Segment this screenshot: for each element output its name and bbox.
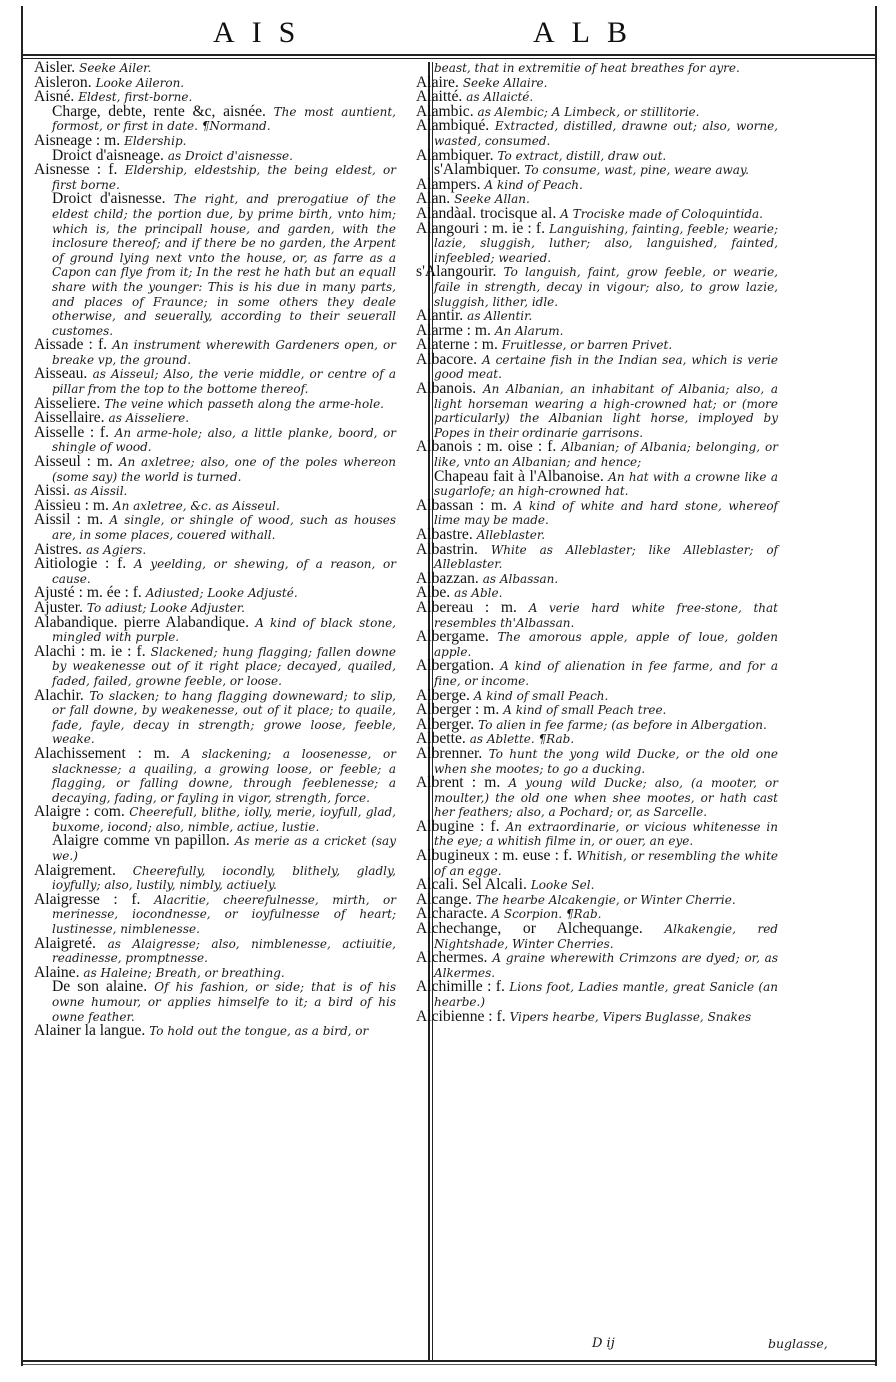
entry-definition: Seeke Allan. <box>454 192 530 207</box>
entry-headword: Alangouri : m. ie : f. <box>416 219 545 237</box>
entry-definition: The veine which passeth along the arme-hole. <box>104 396 384 411</box>
entry-definition: Alleblaster. <box>476 528 546 542</box>
entry-headword: De son alaine. <box>52 978 148 996</box>
entry-headword: Albette. <box>416 730 466 748</box>
entry-definition: The right, and prerogatiue of the eldest child; the portion due, by prime birth, vnto him; which is, the principall house, and garden, with the inclosure thereof; and if there be no garden, the Arpent of ground lying next vnto the house, or, as farre as a Capon can flye from it; In the rest he hath but an equall share with the younger: This is his due in many parts, and places of Fraunce; in some others they deale otherwise, and seuerally, according to their seuerall customes. <box>52 192 396 338</box>
entry-definition: An axletree; also, one of the poles whereon (some say) the world is turned. <box>52 455 396 484</box>
dictionary-entry <box>34 642 396 689</box>
dictionary-entry <box>34 557 396 586</box>
entry-definition: Slackened; hung flagging; fallen downe by weakenesse out of it right place; decayed, quailed, faded, failed, growne feeble, or loose. <box>52 644 396 688</box>
entry-headword: Albrent : m. <box>416 774 501 792</box>
entry-definition: A kind of small Peach. <box>473 688 609 703</box>
entry-headword: Chapeau fait à l'Albanoise. <box>434 467 604 485</box>
entry-headword: Albazzan. <box>416 569 479 587</box>
entry-headword: Alberger : m. <box>416 701 500 719</box>
dictionary-entry <box>34 744 396 805</box>
dictionary-entry <box>34 613 396 645</box>
entry-definition: An Albanian, an inhabitant of Albania; also, a light horseman wearing a high-crowned hat; or (more particularly) the Albanian light horse, imployed by Popes in their ordinarie garrisons. <box>434 382 778 440</box>
entry-definition: To languish, faint, grow feeble, or wearie, faile in strength, decay in vigour; also, to grow lazie, sluggish, lither, idle. <box>434 265 778 309</box>
entry-definition: as Aisseliere. <box>108 411 190 426</box>
entry-headword: Aissil : m. <box>34 511 104 529</box>
entry-headword: Alcibienne : f. <box>416 1007 506 1025</box>
dictionary-entry <box>416 440 778 469</box>
entry-definition: A kind of small Peach tree. <box>503 703 667 718</box>
dictionary-entry <box>416 630 778 659</box>
entry-definition: A kind of Peach. <box>484 177 583 192</box>
entry-definition: Looke Aileron. <box>95 75 185 90</box>
entry-definition: Languishing, fainting, feeble; wearie; lazie, sluggish, luther; also, languished, fainted, infeebled; wearied. <box>434 221 778 265</box>
entry-headword: Alainer la langue. <box>34 1022 146 1040</box>
entry-headword: Alaigreté. <box>34 934 96 952</box>
entry-headword: Alambiquer. <box>416 146 494 164</box>
entry-headword: Aissellaire. <box>34 409 105 427</box>
entry-definition: Adiusted; Looke Adjusté. <box>145 586 298 601</box>
entry-headword: Albugine : f. <box>416 817 500 835</box>
entry-headword: Alaitté. <box>416 88 463 106</box>
entry-headword: Aisseul : m. <box>34 453 113 471</box>
dictionary-entry <box>416 119 778 148</box>
dictionary-entry <box>34 192 396 338</box>
entry-headword: Alantir. <box>416 307 464 325</box>
entry-headword: Aisné. <box>34 88 75 106</box>
entry-definition: as Able. <box>454 586 503 601</box>
entry-headword: Alcange. <box>416 890 472 908</box>
entry-headword: Albe. <box>416 584 451 602</box>
footer-rule <box>23 1360 875 1362</box>
dictionary-entry <box>416 817 778 849</box>
dictionary-entry <box>34 934 396 966</box>
entry-headword: Aissi. <box>34 482 70 500</box>
dictionary-entry <box>416 219 778 266</box>
entry-headword: Alambiqué. <box>416 117 490 135</box>
left-column <box>34 61 396 1039</box>
entry-headword: Droict d'aisnesse. <box>52 190 166 208</box>
entry-headword: Albastre. <box>416 526 473 543</box>
entry-definition: To extract, distill, draw out. <box>497 148 667 163</box>
dictionary-entry <box>416 715 778 733</box>
entry-definition: Lions foot, Ladies mantle, great Sanicle (an hearbe.) <box>434 980 778 1009</box>
dictionary-entry <box>34 367 396 396</box>
dictionary-entry <box>34 163 396 192</box>
entry-headword: Charge, debte, rente &c, aisnée. <box>52 102 266 120</box>
dictionary-entry <box>416 598 778 630</box>
dictionary-entry <box>416 849 778 878</box>
entry-headword: Alberge. <box>416 686 470 704</box>
entry-definition: As merie as a cricket (say we.) <box>52 834 396 864</box>
entry-headword: Ajuster. <box>34 598 83 616</box>
running-header <box>23 6 875 54</box>
dictionary-entry <box>416 265 778 309</box>
entry-headword: Aisselle : f. <box>34 423 109 441</box>
entry-headword: Droict d'aisneage. <box>52 146 164 164</box>
entry-headword: Alchechange, or Alchequange. <box>416 920 643 938</box>
dictionary-entry <box>34 834 396 863</box>
dictionary-entry <box>34 423 396 455</box>
entry-headword: Aisleron. <box>34 73 92 91</box>
dictionary-entry <box>416 467 778 499</box>
entry-definition: A slackening; a loosenesse, or slacknesse; a quailing, a growing loose, or feeble; a flagging, or falling downe, through feeblenesse; a decaying, fading, or fayling in vigor, strength, force. <box>52 746 396 805</box>
dictionary-entry <box>34 1024 396 1039</box>
entry-definition: An axletree, &c. as Aisseul. <box>112 498 280 513</box>
entry-headword: Albereau : m. <box>416 598 517 616</box>
entry-headword: Alachir. <box>34 686 84 704</box>
entry-definition: Of his fashion, or side; that is of his owne humour, or applies himselfe to it; a bird of his owne feather. <box>52 980 396 1024</box>
entry-definition: The most auntient, formost, or first in date. ¶Normand. <box>52 104 396 134</box>
header-rule <box>23 54 875 56</box>
dictionary-entry <box>416 659 778 688</box>
entry-definition: A yeelding, or shewing, of a reason, or cause. <box>52 557 396 586</box>
entry-definition: Vipers hearbe, Vipers Buglasse, Snakes <box>509 1009 752 1024</box>
signature-mark: D ij <box>592 1336 615 1351</box>
entry-headword: s'Alangourir. <box>416 263 497 281</box>
entry-headword: Alcharacte. <box>416 905 488 923</box>
dictionary-entry <box>416 540 778 572</box>
entry-definition: as Alembic; A Limbeck, or stillitorie. <box>477 104 700 119</box>
entry-definition: White as Alleblaster; like Alleblaster; of Alleblaster. <box>434 542 778 572</box>
entry-definition: as Droict d'aisnesse. <box>167 148 293 163</box>
entry-headword: Alaigre : com. <box>34 803 125 821</box>
entry-headword: Ajusté : m. ée : f. <box>34 584 142 602</box>
entry-headword: Alambic. <box>416 102 474 120</box>
dictionary-entry <box>34 513 396 542</box>
entry-definition: Seeke Ailer. <box>79 61 152 75</box>
entry-headword: Alabandique. pierre Alabandique. <box>34 613 250 631</box>
entry-definition: Albanian; of Albania; belonging, or like, vnto an Albanian; and hence; <box>434 440 778 470</box>
dictionary-entry <box>416 175 778 193</box>
entry-headword: Alchimille : f. <box>416 978 505 996</box>
dictionary-entry <box>34 861 396 893</box>
dictionary-entry <box>34 455 396 484</box>
entry-headword: Aisnesse : f. <box>34 161 118 179</box>
dictionary-entry <box>416 951 778 980</box>
entry-definition: Looke Sel. <box>530 878 595 893</box>
entry-definition: as Aisseul; Also, the verie middle, or centre of a pillar from the top to the bottome thereof. <box>52 367 396 397</box>
entry-definition: A graine wherewith Crimzons are dyed; or, as Alkermes. <box>434 951 778 980</box>
entry-headword: Alaigre comme vn papillon. <box>52 832 230 850</box>
entry-definition: as Alaigresse; also, nimblenesse, actiuitie, readinesse, promptnesse. <box>52 936 396 966</box>
entry-headword: Alaigresse : f. <box>34 890 141 908</box>
dictionary-entry <box>416 569 778 587</box>
entry-headword: Albacore. <box>416 350 478 368</box>
entry-definition: Extracted, distilled, drawne out; also, worne, wasted, consumed. <box>434 119 778 148</box>
entry-headword: Aissade : f. <box>34 336 108 354</box>
entry-headword: Alberger. <box>416 715 475 733</box>
entry-definition: The hearbe Alcakengie, or Winter Cherrie. <box>475 892 736 907</box>
footer-rule-thin <box>23 1364 875 1365</box>
entry-headword: Albassan : m. <box>416 496 507 514</box>
entry-definition: Eldership, eldestship, the being eldest, or first borne. <box>52 163 396 192</box>
entry-definition: as Albassan. <box>482 571 559 586</box>
dictionary-entry <box>34 338 396 367</box>
dictionary-entry <box>416 776 778 820</box>
entry-definition: An arme-hole; also, a little planke, boord, or shingle of wood. <box>52 425 396 455</box>
entry-headword: Aistres. <box>34 540 83 558</box>
entry-definition: To alien in fee farme; (as before in Albergation. <box>478 717 767 732</box>
entry-definition: as Agiers. <box>86 542 147 557</box>
entry-definition: Alkakengie, red Nightshade, Winter Cherries. <box>434 922 778 951</box>
entry-headword: Albanois : m. oise : f. <box>416 438 557 456</box>
entry-definition: A kind of black stone, mingled with purple. <box>52 615 396 645</box>
entry-headword: Alarme : m. <box>416 321 491 339</box>
dictionary-entry <box>416 496 778 528</box>
entry-headword: Albrenner. <box>416 744 483 762</box>
dictionary-entry <box>416 744 778 776</box>
dictionary-entry <box>34 890 396 937</box>
dictionary-entry <box>34 980 396 1024</box>
dictionary-entry <box>416 922 778 951</box>
dictionary-entry <box>416 1007 778 1025</box>
entry-headword: Alchermes. <box>416 949 488 967</box>
entry-definition: To adiust; Looke Adjuster. <box>86 600 245 615</box>
dictionary-entry <box>34 73 396 91</box>
entry-definition: as Ablette. ¶Rab. <box>469 732 575 747</box>
entry-definition: Eldership. <box>124 133 187 148</box>
entry-definition: as Aissil. <box>73 484 128 499</box>
entry-definition: A single, or shingle of wood, such as houses are, in some places, couered withall. <box>52 513 396 542</box>
entry-definition: as Haleine; Breath, or breathing. <box>83 965 285 980</box>
entry-definition: To consume, wast, pine, weare away. <box>524 163 749 178</box>
entry-headword: Alandàal. trocisque al. <box>416 204 557 222</box>
entry-definition: The amorous apple, apple of loue, golden apple. <box>434 630 778 659</box>
entry-definition: Fruitlesse, or barren Privet. <box>501 338 673 353</box>
entry-definition: Whitish, or resembling the white of an egge. <box>434 849 778 878</box>
entry-headword: Albergame. <box>416 628 489 646</box>
entry-headword: Alaterne : m. <box>416 336 498 354</box>
entry-headword: Aisseau. <box>34 365 88 383</box>
dictionary-entry <box>416 382 778 440</box>
dictionary-entry <box>34 805 396 834</box>
entry-headword: Albugineux : m. euse : f. <box>416 847 573 865</box>
catchword: buglasse, <box>768 1336 828 1351</box>
dictionary-entry <box>416 73 778 91</box>
entry-definition: Cheerefully, iocondly, blithely, gladly, ioyfully; also, lustily, nimbly, actiuely. <box>52 863 396 893</box>
entry-definition: as Allentir. <box>467 309 533 324</box>
dictionary-entry <box>34 686 396 747</box>
entry-definition: A young wild Ducke; also, (a mooter, or moulter,) the old one when shee mootes, or hath cast her feathers; also, a Pochard; or, as Sarcelle. <box>434 776 778 820</box>
entry-definition: Seeke Allaire. <box>462 75 548 90</box>
entry-headword: Albastrin. <box>416 540 478 558</box>
header-left-guide-word: AIS <box>213 16 313 49</box>
dictionary-entry <box>416 980 778 1009</box>
header-right-guide-word: ALB <box>533 16 644 49</box>
entry-headword: Aisneage : m. <box>34 131 121 149</box>
entry-headword: Alaigrement. <box>34 861 116 879</box>
entry-definition: Cheerefull, blithe, iolly, merie, ioyfull, glad, buxome, iocond; also, nimble, actiue, lustie. <box>52 805 396 834</box>
entry-definition: An Alarum. <box>494 323 564 338</box>
dictionary-entry <box>416 350 778 382</box>
entry-definition: To hold out the tongue, as a bird, or <box>149 1024 369 1039</box>
right-column <box>416 61 778 1024</box>
entry-definition: To slacken; to hang flagging downeward; to slip, or fall downe, by weakenesse, out of it place; to quaile, fade, fayle, decay in strength; growe loose, feeble, weake. <box>52 688 396 747</box>
entry-definition: as Allaicté. <box>466 90 534 105</box>
entry-definition: An instrument wherewith Gardeners open, or breake vp, the ground. <box>52 338 396 367</box>
entry-headword: Albergation. <box>416 657 495 675</box>
entry-definition: Eldest, first-borne. <box>78 90 193 105</box>
entry-headword: Aissieu : m. <box>34 496 109 514</box>
dictionary-entry <box>34 586 396 601</box>
entry-definition: A Trociske made of Coloquintida. <box>560 206 763 221</box>
entry-definition: Alacritie, cheerefulnesse, mirth, or merinesse, iocondnesse, or ioyfulnesse of heart; lustinesse, nimblenesse. <box>52 892 396 937</box>
entry-definition: A kind of white and hard stone, whereof lime may be made. <box>434 498 778 528</box>
entry-definition: To hunt the yong wild Ducke, or the old one when she mootes; to go a ducking. <box>434 746 778 776</box>
header-rule-thin <box>23 58 875 59</box>
entry-headword: Albanois. <box>416 380 477 398</box>
entry-definition: A kind of alienation in fee farme, and for a fine, or income. <box>434 659 778 688</box>
entry-definition: A verie hard white free-stone, that resembles th'Albassan. <box>434 600 778 630</box>
entry-headword: Alachissement : m. <box>34 744 170 762</box>
entry-headword: Alcali. Sel Alcali. <box>416 876 527 894</box>
entry-definition: beast, that in extremitie of heat breathes for ayre. <box>434 61 740 75</box>
entry-definition: An hat with a crowne like a sugarlofe; an high-crowned hat. <box>434 469 778 499</box>
entry-headword: Aisseliere. <box>34 394 101 412</box>
entry-headword: Alaine. <box>34 963 80 981</box>
entry-definition: A Scorpion. ¶Rab. <box>491 907 602 922</box>
dictionary-entry <box>34 102 396 134</box>
entry-headword: Alaire. <box>416 73 459 91</box>
entry-headword: Aitiologie : f. <box>34 555 127 573</box>
entry-headword: s'Alambiquer. <box>434 161 521 179</box>
entry-headword: Alachi : m. ie : f. <box>34 642 146 660</box>
entry-definition: An extraordinarie, or vicious whitenesse in the eye; a whitish filme in, or ouer, an eye. <box>434 819 778 849</box>
dictionary-entry <box>416 61 778 76</box>
entry-headword: Alan. <box>416 190 451 208</box>
entry-headword: Aisler. <box>34 59 76 76</box>
entry-headword: Alampers. <box>416 175 481 193</box>
entry-definition: A certaine fish in the Indian sea, which is verie good meat. <box>434 352 778 382</box>
